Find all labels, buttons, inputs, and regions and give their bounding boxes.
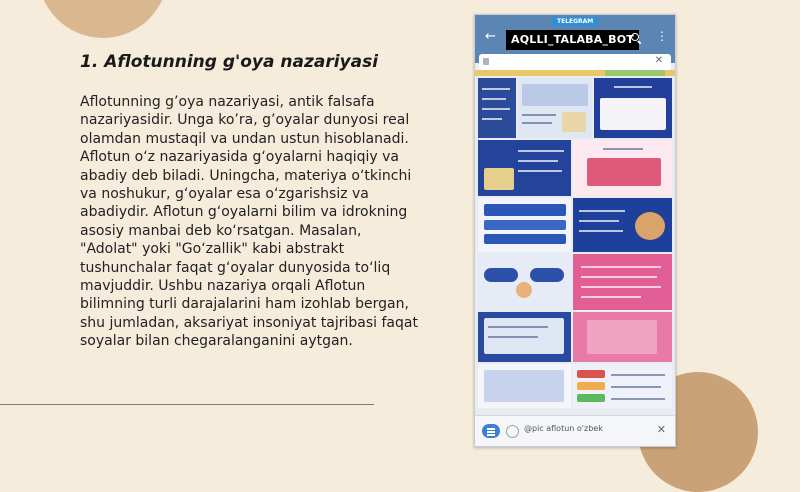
slide-thumbnail[interactable] <box>478 78 516 138</box>
slide-thumbnail[interactable] <box>518 78 592 138</box>
menu-icon[interactable] <box>482 424 500 438</box>
slide-thumbnail[interactable] <box>478 254 571 310</box>
slide-thumbnail[interactable] <box>573 140 672 196</box>
divider-line <box>0 404 374 405</box>
slide-thumbnail[interactable] <box>573 254 672 310</box>
slide-thumbnail[interactable] <box>573 364 672 408</box>
slide-thumbnail[interactable] <box>573 198 672 252</box>
more-vertical-icon[interactable]: ⋮ <box>656 29 668 43</box>
search-icon[interactable] <box>631 33 639 41</box>
slide-title: 1. Aflotunning g'oya nazariyasi <box>80 52 379 72</box>
slide-thumbnail[interactable] <box>594 78 672 138</box>
telegram-badge: TELEGRAM <box>551 17 599 26</box>
slide-thumbnail-grid <box>475 78 675 408</box>
channel-title: AQLLI_TALABA_BOT <box>506 30 639 50</box>
slide-body-text: Aflotunning g’oya nazariyasi, antik falsafa nazariyasidir. Unga ko’ra, g’oyalar dunyosi real olamdan mustaqil va undan ustun hisoblanadi. Aflotun o‘z nazariyasida g‘oyalarni haqiqiy va abadiy deb biladi. Uningcha, materiya o‘tkinchi va noshukur, g‘oyalar esa o‘zgarishsiz va abadiydir. Aflotun g‘oyalarni bilim va idrokning asosiy manbai deb ko‘rsatgan. Masalan, "Adolat" yoki "Go‘zallik" kabi abstrakt tushunchalar faqat g‘oyalar dunyosida to‘liq mavjuddir. Ushbu nazariya orqali Aflotun bilimning turli darajalarini ham izohlab bergan, shu jumladan, aksariyat insoniyat tajribasi faqat soyalar bilan chegaralanganini aytgan. <box>80 94 418 350</box>
emoji-icon[interactable] <box>506 425 519 438</box>
decorative-circle-top <box>38 0 168 38</box>
message-input[interactable]: @pic aflotun o'zbek <box>524 424 603 433</box>
clear-icon[interactable]: ✕ <box>656 423 666 436</box>
phone-screenshot <box>474 14 676 447</box>
slide-thumbnail[interactable] <box>478 364 571 408</box>
web-preview-address-bar <box>479 54 671 70</box>
slide-thumbnail[interactable] <box>478 198 571 252</box>
lock-icon <box>483 58 489 65</box>
back-arrow-icon[interactable]: ← <box>485 29 496 44</box>
slide-thumbnail[interactable] <box>573 312 672 362</box>
close-icon[interactable]: ✕ <box>654 55 663 66</box>
slide-thumbnail[interactable] <box>478 140 571 196</box>
slide-thumbnail[interactable] <box>478 312 571 362</box>
preview-strip <box>475 70 675 76</box>
message-input-bar <box>475 415 675 447</box>
